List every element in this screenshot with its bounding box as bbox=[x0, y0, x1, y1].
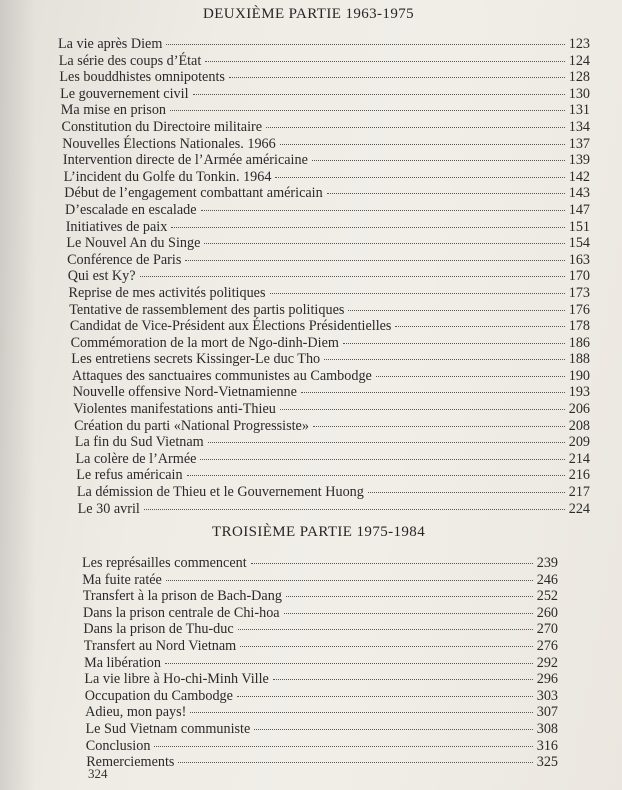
entry-title: Début de l’engagement combattant américain bbox=[64, 185, 323, 202]
dot-leader bbox=[240, 646, 532, 647]
entry-title: La série des coups d’État bbox=[58, 52, 202, 69]
entry-page-number: 316 bbox=[536, 737, 558, 754]
toc-entry bbox=[73, 401, 590, 418]
dot-leader bbox=[376, 376, 565, 377]
entry-page-number: 308 bbox=[536, 720, 558, 737]
entry-title: La fin du Sud Vietnam bbox=[74, 434, 204, 451]
dot-leader bbox=[170, 110, 565, 111]
toc-entry bbox=[70, 318, 590, 335]
entry-page-number: 190 bbox=[568, 367, 590, 384]
dot-leader bbox=[166, 580, 533, 581]
entry-page-number: 128 bbox=[568, 69, 590, 86]
toc-entry bbox=[84, 655, 558, 672]
entry-title: Les entretiens secrets Kissinger-Le duc Tho bbox=[71, 351, 321, 368]
toc-entry bbox=[86, 738, 558, 755]
entry-title: Le Sud Vietnam communiste bbox=[85, 720, 251, 737]
dot-leader bbox=[187, 475, 565, 476]
dot-leader bbox=[301, 392, 565, 393]
entry-page-number: 209 bbox=[568, 434, 590, 451]
entry-page-number: 296 bbox=[536, 671, 558, 688]
dot-leader bbox=[185, 260, 564, 261]
part-two-contents bbox=[58, 36, 590, 517]
dot-leader bbox=[237, 696, 533, 697]
dot-leader bbox=[270, 293, 565, 294]
dot-leader bbox=[343, 343, 565, 344]
entry-page-number: 154 bbox=[568, 235, 590, 252]
dot-leader bbox=[312, 160, 565, 161]
dot-leader bbox=[327, 193, 565, 194]
entry-title: Nouvelles Élections Nationales. 1966 bbox=[62, 135, 276, 152]
toc-entry bbox=[85, 704, 558, 721]
entry-page-number: 143 bbox=[568, 185, 590, 202]
toc-entry bbox=[66, 235, 590, 252]
toc-entry bbox=[62, 119, 591, 136]
entry-page-number: 216 bbox=[568, 467, 590, 484]
toc-entry bbox=[64, 169, 590, 186]
dot-leader bbox=[254, 729, 532, 730]
dot-leader bbox=[238, 629, 533, 630]
dot-leader bbox=[208, 442, 565, 443]
dot-leader bbox=[204, 243, 564, 244]
entry-page-number: 151 bbox=[568, 218, 590, 235]
entry-title: Occupation du Cambodge bbox=[84, 687, 233, 704]
entry-page-number: 186 bbox=[568, 334, 590, 351]
part-three-heading: TROISIÈME PARTIE 1975-1984 bbox=[212, 524, 426, 540]
part-three-contents bbox=[82, 555, 558, 771]
entry-title: Le refus américain bbox=[76, 467, 183, 484]
entry-title: Dans la prison de Thu-duc bbox=[83, 621, 234, 638]
entry-page-number: 137 bbox=[568, 135, 590, 152]
entry-page-number: 163 bbox=[568, 251, 590, 268]
dot-leader bbox=[395, 326, 564, 327]
entry-title: Remerciements bbox=[86, 754, 175, 771]
toc-entry bbox=[69, 302, 590, 319]
entry-title: L’incident du Golfe du Tonkin. 1964 bbox=[63, 168, 272, 185]
toc-entry bbox=[83, 605, 558, 622]
dot-leader bbox=[154, 746, 532, 747]
entry-page-number: 270 bbox=[536, 621, 558, 638]
entry-title: Transfert à la prison de Bach-Dang bbox=[82, 588, 282, 605]
entry-page-number: 307 bbox=[536, 704, 558, 721]
toc-entry bbox=[84, 638, 558, 655]
dot-leader bbox=[348, 310, 564, 311]
dot-leader bbox=[144, 509, 565, 510]
entry-title: Adieu, mon pays! bbox=[85, 704, 187, 721]
toc-entry bbox=[86, 721, 559, 738]
entry-page-number: 252 bbox=[536, 588, 558, 605]
toc-entry bbox=[84, 671, 558, 688]
toc-entry bbox=[78, 501, 590, 518]
entry-page-number: 239 bbox=[536, 555, 558, 571]
toc-entry bbox=[61, 102, 590, 119]
entry-title: Conférence de Paris bbox=[67, 251, 182, 268]
dot-leader bbox=[273, 679, 533, 680]
entry-title: Le gouvernement civil bbox=[60, 85, 189, 102]
entry-page-number: 173 bbox=[568, 284, 590, 301]
entry-title: Nouvelle offensive Nord-Vietnamienne bbox=[72, 384, 297, 401]
toc-entry bbox=[82, 572, 558, 589]
toc-entry bbox=[71, 335, 590, 352]
toc-entry bbox=[67, 252, 590, 269]
dot-leader bbox=[200, 459, 564, 460]
dot-leader bbox=[229, 77, 565, 78]
toc-entry bbox=[72, 368, 590, 385]
part-two-heading: DEUXIÈME PARTIE 1963-1975 bbox=[203, 6, 415, 22]
entry-title: Commémoration de la mort de Ngo-dinh-Diem bbox=[70, 334, 339, 351]
entry-title: La colère de l’Armée bbox=[75, 450, 197, 467]
dot-leader bbox=[313, 426, 565, 427]
entry-title: Création du parti «National Progressiste» bbox=[74, 417, 309, 434]
entry-page-number: 260 bbox=[536, 604, 558, 621]
toc-entry bbox=[64, 185, 590, 202]
entry-page-number: 178 bbox=[568, 318, 590, 335]
entry-page-number: 206 bbox=[568, 401, 590, 418]
toc-entry bbox=[65, 202, 590, 219]
entry-page-number: 142 bbox=[568, 168, 590, 185]
dot-leader bbox=[284, 613, 533, 614]
toc-entry bbox=[85, 688, 558, 705]
entry-page-number: 131 bbox=[568, 102, 590, 119]
dot-leader bbox=[280, 409, 565, 410]
entry-page-number: 170 bbox=[568, 268, 590, 285]
toc-entry bbox=[60, 86, 590, 103]
entry-title: Ma mise en prison bbox=[60, 102, 167, 119]
entry-title: Initiatives de paix bbox=[65, 218, 168, 235]
entry-title: Les représailles commencent bbox=[82, 555, 247, 571]
entry-page-number: 292 bbox=[536, 654, 558, 671]
entry-title: Reprise de mes activités politiques bbox=[68, 284, 266, 301]
entry-title: Conclusion bbox=[85, 737, 151, 754]
entry-title: La vie libre à Ho-chi-Minh Ville bbox=[84, 671, 269, 688]
toc-entry bbox=[86, 754, 558, 771]
entry-page-number: 124 bbox=[568, 52, 590, 69]
dot-leader bbox=[280, 144, 565, 145]
entry-page-number: 325 bbox=[536, 754, 558, 771]
toc-entry bbox=[63, 152, 590, 169]
page-gutter-shadow bbox=[0, 0, 36, 790]
entry-title: Les bouddhistes omnipotents bbox=[59, 69, 225, 86]
dot-leader bbox=[140, 276, 565, 277]
entry-page-number: 214 bbox=[568, 450, 590, 467]
entry-page-number: 276 bbox=[536, 637, 558, 654]
toc-entry bbox=[73, 384, 590, 401]
dot-leader bbox=[324, 359, 565, 360]
entry-title: Constitution du Directoire militaire bbox=[61, 118, 263, 135]
toc-entry bbox=[66, 219, 590, 236]
entry-page-number: 246 bbox=[536, 571, 558, 588]
dot-leader bbox=[193, 94, 565, 95]
dot-leader bbox=[178, 762, 532, 763]
entry-title: Intervention directe de l’Armée américaine bbox=[62, 152, 308, 169]
toc-entry bbox=[77, 484, 590, 501]
dot-leader bbox=[368, 492, 565, 493]
toc-entry bbox=[75, 434, 590, 451]
entry-title: La vie après Diem bbox=[58, 36, 163, 52]
dot-leader bbox=[166, 44, 564, 45]
entry-title: Qui est Ky? bbox=[67, 268, 136, 285]
dot-leader bbox=[171, 227, 564, 228]
toc-entry bbox=[76, 451, 591, 468]
toc-entry bbox=[59, 69, 590, 86]
entry-page-number: 208 bbox=[568, 417, 590, 434]
entry-title: La démission de Thieu et le Gouvernement Huong bbox=[76, 484, 364, 501]
entry-page-number: 147 bbox=[568, 201, 590, 218]
dot-leader bbox=[205, 61, 564, 62]
toc-entry bbox=[76, 467, 590, 484]
entry-title: Candidat de Vice-Président aux Élections Présidentielles bbox=[69, 318, 392, 335]
entry-title: Le 30 avril bbox=[77, 500, 140, 517]
folio-page-number: 324 bbox=[88, 766, 108, 781]
dot-leader bbox=[201, 210, 565, 211]
entry-page-number: 123 bbox=[568, 36, 590, 52]
toc-entry bbox=[58, 36, 590, 53]
entry-title: Dans la prison centrale de Chi-hoa bbox=[83, 604, 280, 621]
toc-entry bbox=[62, 136, 590, 153]
toc-entry bbox=[82, 555, 558, 572]
entry-title: Ma fuite ratée bbox=[82, 571, 162, 588]
entry-title: Attaques des sanctuaires communistes au Cambodge bbox=[72, 367, 372, 384]
entry-title: Violentes manifestations anti-Thieu bbox=[73, 401, 276, 418]
entry-title: D’escalade en escalade bbox=[65, 201, 197, 218]
entry-page-number: 193 bbox=[568, 384, 590, 401]
entry-page-number: 130 bbox=[568, 85, 590, 102]
toc-entry bbox=[71, 351, 590, 368]
entry-title: Ma libération bbox=[84, 654, 161, 671]
entry-page-number: 224 bbox=[568, 500, 590, 517]
toc-entry bbox=[83, 621, 558, 638]
toc-entry bbox=[59, 53, 590, 70]
dot-leader bbox=[190, 712, 532, 713]
dot-leader bbox=[251, 563, 533, 564]
toc-entry bbox=[74, 418, 590, 435]
entry-page-number: 303 bbox=[536, 687, 558, 704]
entry-title: Le Nouvel An du Singe bbox=[66, 235, 201, 252]
entry-page-number: 176 bbox=[568, 301, 590, 318]
toc-entry bbox=[69, 285, 591, 302]
toc-entry bbox=[83, 588, 558, 605]
entry-page-number: 217 bbox=[568, 484, 590, 501]
dot-leader bbox=[286, 596, 533, 597]
entry-page-number: 134 bbox=[568, 118, 590, 135]
dot-leader bbox=[165, 663, 533, 664]
entry-page-number: 139 bbox=[568, 152, 590, 169]
toc-entry bbox=[68, 268, 590, 285]
entry-page-number: 188 bbox=[568, 351, 590, 368]
entry-title: Tentative de rassemblement des partis politiques bbox=[69, 301, 345, 318]
entry-title: Transfert au Nord Vietnam bbox=[83, 637, 237, 654]
dot-leader bbox=[266, 127, 565, 128]
dot-leader bbox=[275, 177, 564, 178]
